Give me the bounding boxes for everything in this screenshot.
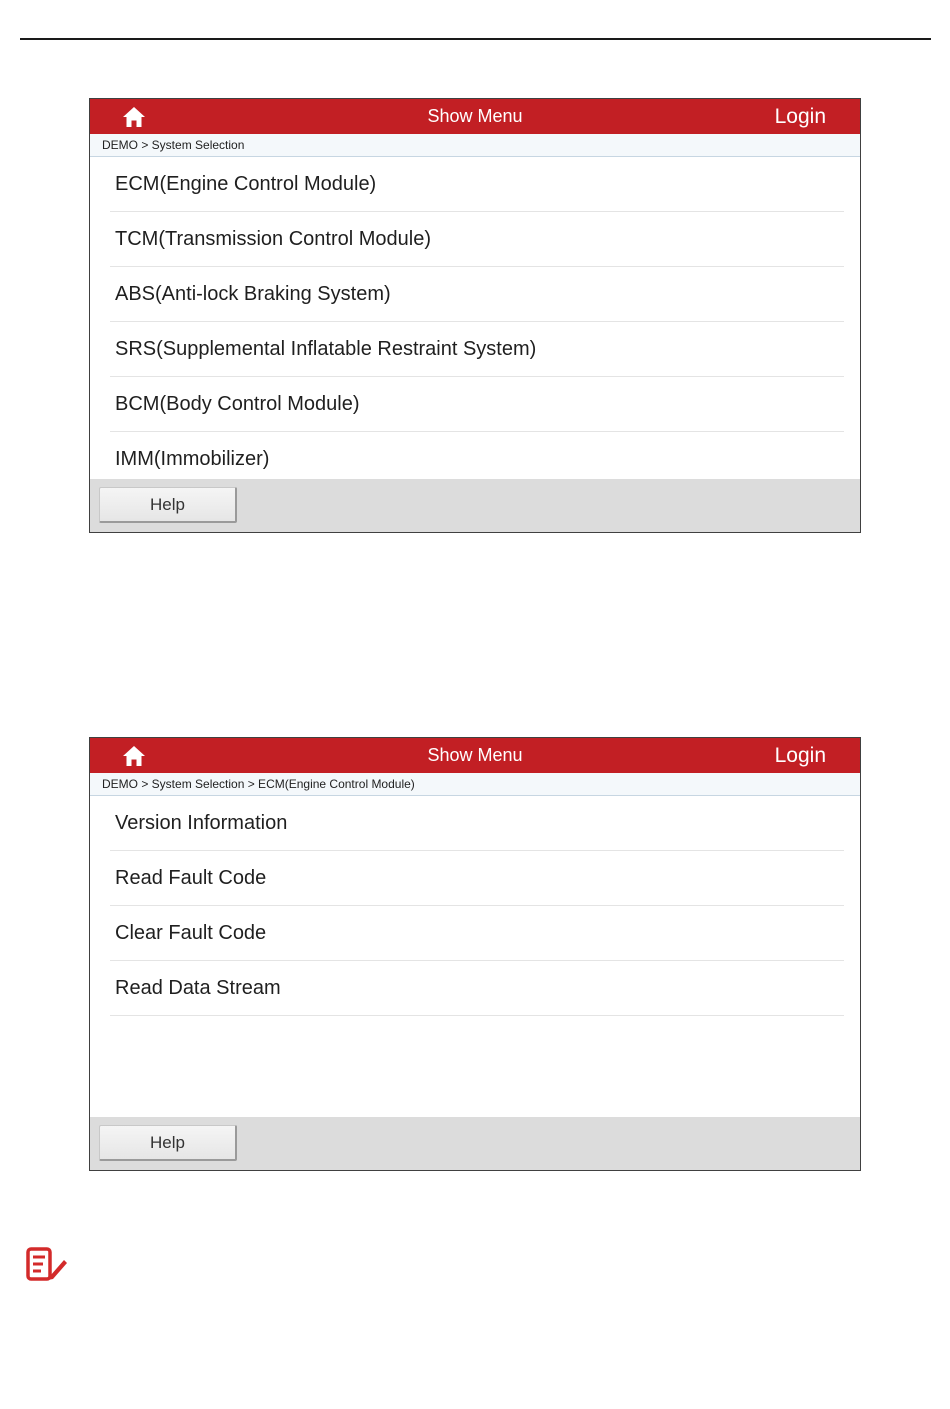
system-list — [110, 157, 844, 487]
show-menu-title[interactable]: Show Menu — [427, 745, 523, 765]
breadcrumb: DEMO > System Selection — [90, 134, 860, 157]
login-button[interactable]: Login — [774, 105, 826, 128]
app-header — [90, 99, 860, 134]
function-item-version-information[interactable]: Version Information — [110, 796, 844, 851]
function-item-clear-fault-code[interactable]: Clear Fault Code — [110, 906, 844, 961]
system-item-abs[interactable]: ABS(Anti-lock Braking System) — [110, 267, 844, 322]
help-button[interactable]: Help — [99, 487, 237, 523]
show-menu-title[interactable]: Show Menu — [427, 106, 523, 126]
footer-bar — [90, 479, 860, 533]
function-item-read-fault-code[interactable]: Read Fault Code — [110, 851, 844, 906]
system-item-srs[interactable]: SRS(Supplemental Inflatable Restraint System) — [110, 322, 844, 377]
ecm-function-screen — [89, 737, 861, 1171]
system-item-ecm[interactable]: ECM(Engine Control Module) — [110, 157, 844, 212]
function-item-read-data-stream[interactable]: Read Data Stream — [110, 961, 844, 1016]
system-item-bcm[interactable]: BCM(Body Control Module) — [110, 377, 844, 432]
function-list — [110, 796, 844, 1016]
breadcrumb: DEMO > System Selection > ECM(Engine Control Module) — [90, 773, 860, 796]
note-pencil-icon — [26, 1246, 68, 1282]
footer-bar — [90, 1117, 860, 1171]
help-button[interactable]: Help — [99, 1125, 237, 1161]
system-selection-screen — [89, 98, 861, 533]
app-header — [90, 738, 860, 773]
page-top-rule — [20, 38, 931, 40]
login-button[interactable]: Login — [774, 744, 826, 767]
system-item-imm[interactable]: IMM(Immobilizer) — [115, 448, 270, 470]
system-item-tcm[interactable]: TCM(Transmission Control Module) — [110, 212, 844, 267]
